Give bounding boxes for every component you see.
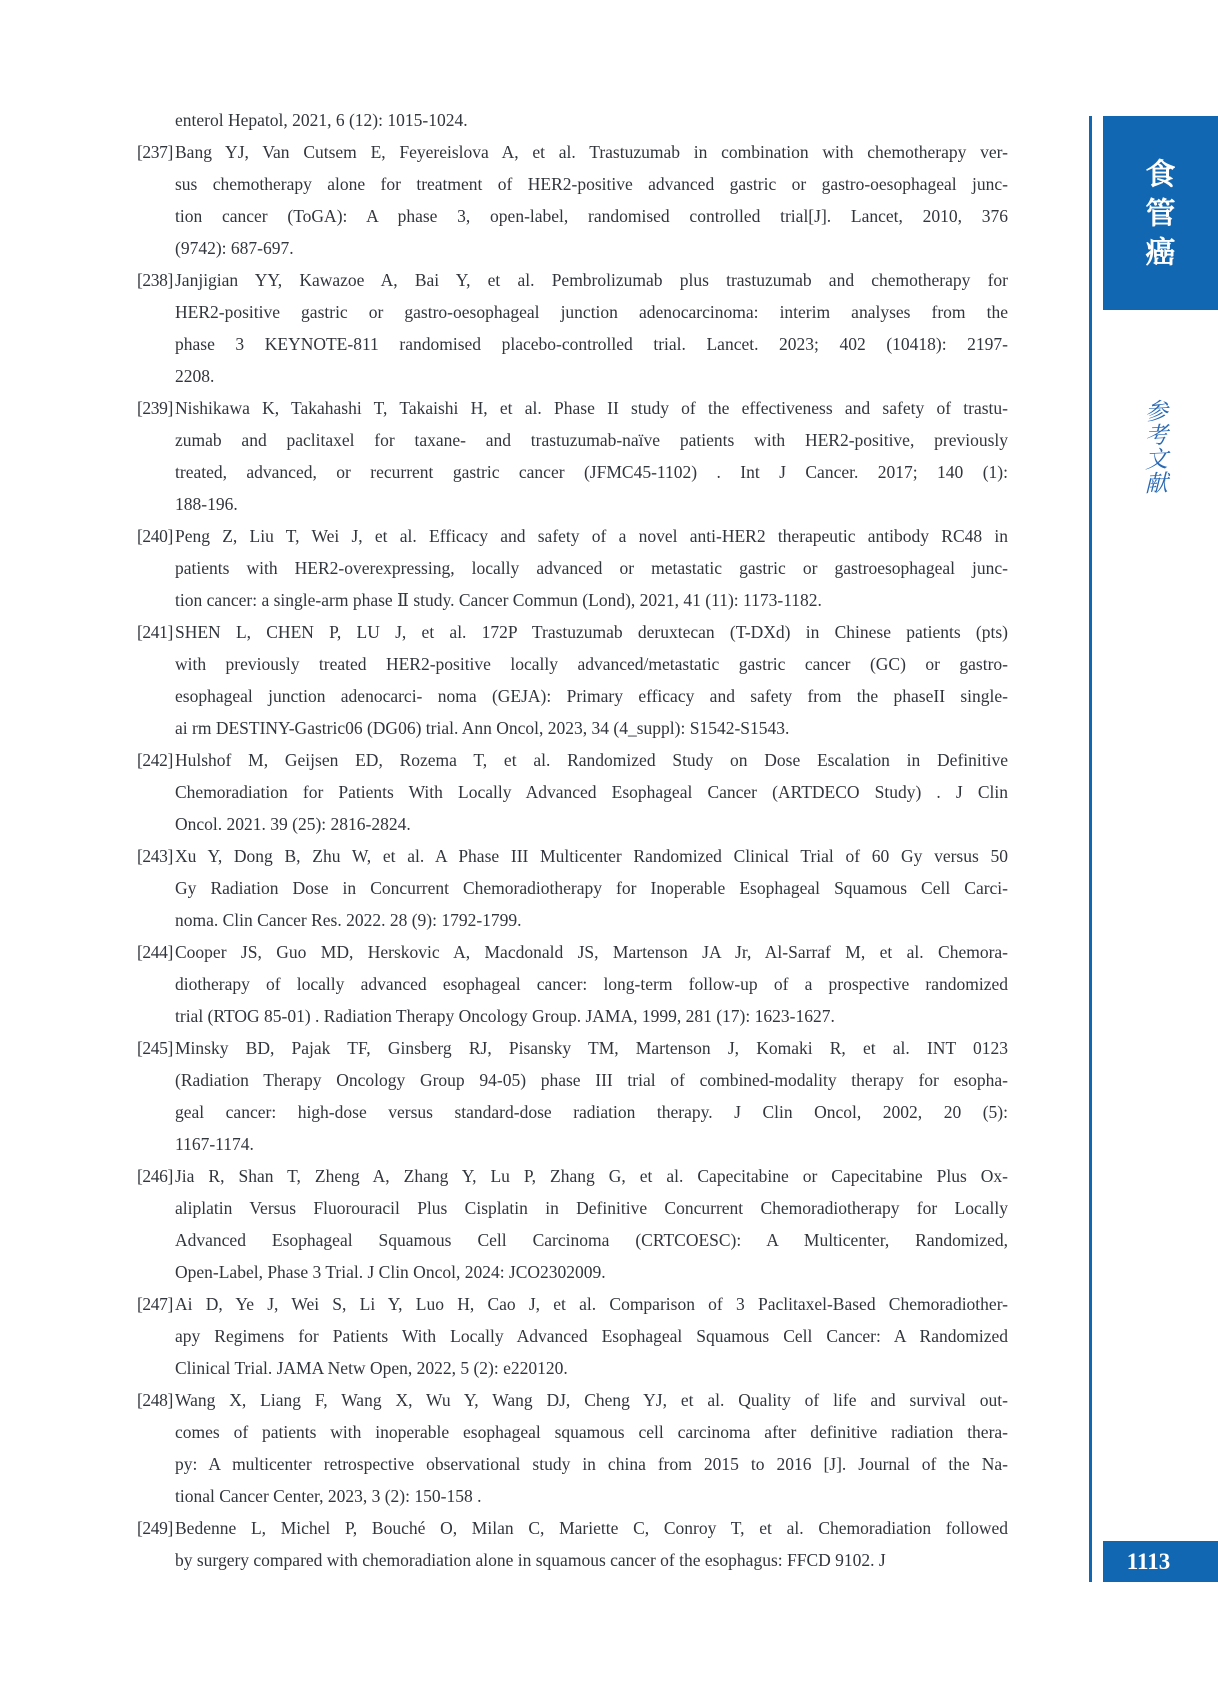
reference-line: 2208. (175, 366, 215, 386)
reference-line: 1167-1174. (175, 1134, 254, 1154)
section-label-references: 参考文献 (1141, 398, 1167, 496)
reference-line (137, 520, 1008, 552)
reference-line: comes of patients with inoperable esophageal squamous cell carcinoma after definitive radiation thera- (175, 1422, 1008, 1442)
reference-line: geal cancer: high-dose versus standard-dose radiation therapy. J Clin Oncol, 2002, 20 (5): (175, 1102, 1008, 1122)
page-number: 1113 (1126, 1548, 1171, 1574)
reference-line: Advanced Esophageal Squamous Cell Carcinoma (CRTCOESC): A Multicenter, Randomized, (175, 1230, 1008, 1250)
reference-text: Jia R, Shan T, Zheng A, Zhang Y, Lu P, Zhang G, et al. Capecitabine or Capecitabine Plus Ox- (175, 1166, 1008, 1186)
reference-line (137, 1160, 1008, 1192)
reference-line: Oncol. 2021. 39 (25): 2816-2824. (175, 814, 411, 834)
reference-line: ai rm DESTINY-Gastric06 (DG06) trial. Ann Oncol, 2023, 34 (4_suppl): S1542-S1543. (175, 718, 790, 738)
reference-number: [243] (137, 846, 173, 866)
reference-line (137, 1288, 1008, 1320)
reference-line: by surgery compared with chemoradiation alone in squamous cancer of the esophagus: FFCD 9102. J (175, 1550, 886, 1570)
reference-line (137, 936, 1008, 968)
reference-text: Nishikawa K, Takahashi T, Takaishi H, et al. Phase II study of the effectiveness and safety of trastu- (175, 398, 1008, 418)
reference-line: zumab and paclitaxel for taxane- and trastuzumab-naïve patients with HER2-positive, previously (175, 430, 1008, 450)
reference-number: [245] (137, 1038, 173, 1058)
reference-number: [247] (137, 1294, 173, 1314)
reference-line: Clinical Trial. JAMA Netw Open, 2022, 5 (2): e220120. (175, 1358, 568, 1378)
chapter-tab-label: 食管癌 (1139, 158, 1175, 275)
reference-line: py: A multicenter retrospective observational study in china from 2015 to 2016 [J]. Journal of the Na- (175, 1454, 1008, 1474)
reference-line: 188-196. (175, 494, 238, 514)
reference-line (137, 616, 1008, 648)
reference-text: Hulshof M, Geijsen ED, Rozema T, et al. Randomized Study on Dose Escalation in Definitive (175, 750, 1008, 770)
reference-line: tion cancer: a single-arm phase Ⅱ study. Cancer Commun (Lond), 2021, 41 (11): 1173-1182. (175, 590, 822, 610)
reference-line (137, 1032, 1008, 1064)
reference-text: Janjigian YY, Kawazoe A, Bai Y, et al. Pembrolizumab plus trastuzumab and chemotherapy for (175, 270, 1008, 290)
reference-line: noma. Clin Cancer Res. 2022. 28 (9): 1792-1799. (175, 910, 522, 930)
reference-line: patients with HER2-overexpressing, locally advanced or metastatic gastric or gastroesophageal junc- (175, 558, 1008, 578)
reference-line: aliplatin Versus Fluorouracil Plus Cisplatin in Definitive Concurrent Chemoradiotherapy for Locally (175, 1198, 1008, 1218)
references-list (137, 104, 1008, 1576)
reference-text: Wang X, Liang F, Wang X, Wu Y, Wang DJ, Cheng YJ, et al. Quality of life and survival out- (175, 1390, 1008, 1410)
reference-line: treated, advanced, or recurrent gastric cancer (JFMC45-1102) . Int J Cancer. 2017; 140 (1): (175, 462, 1008, 482)
reference-line (137, 840, 1008, 872)
reference-line (137, 136, 1008, 168)
reference-line: diotherapy of locally advanced esophageal cancer: long-term follow-up of a prospective randomized (175, 974, 1008, 994)
reference-line: sus chemotherapy alone for treatment of HER2-positive advanced gastric or gastro-oesophageal junc- (175, 174, 1008, 194)
reference-text: Bedenne L, Michel P, Bouché O, Milan C, Mariette C, Conroy T, et al. Chemoradiation followed (175, 1518, 1008, 1538)
reference-number: [248] (137, 1390, 173, 1410)
reference-line: (9742): 687-697. (175, 238, 294, 258)
reference-line: phase 3 KEYNOTE-811 randomised placebo-controlled trial. Lancet. 2023; 402 (10418): 2197- (175, 334, 1008, 354)
reference-line: HER2-positive gastric or gastro-oesophageal junction adenocarcinoma: interim analyses from the (175, 302, 1008, 322)
reference-line (137, 264, 1008, 296)
reference-line: Gy Radiation Dose in Concurrent Chemoradiotherapy for Inoperable Esophageal Squamous Cell Carci- (175, 878, 1008, 898)
reference-text: Cooper JS, Guo MD, Herskovic A, Macdonald JS, Martenson JA Jr, Al-Sarraf M, et al. Chemora- (175, 942, 1008, 962)
reference-number: [244] (137, 942, 173, 962)
chapter-tab-esophageal-cancer (1103, 116, 1218, 310)
reference-line: trial (RTOG 85-01) . Radiation Therapy Oncology Group. JAMA, 1999, 281 (17): 1623-1627. (175, 1006, 835, 1026)
reference-line: with previously treated HER2-positive locally advanced/metastatic gastric cancer (GC) or gastro- (175, 654, 1008, 674)
reference-line: (Radiation Therapy Oncology Group 94-05) phase III trial of combined-modality therapy for esopha- (175, 1070, 1008, 1090)
reference-line: Open-Label, Phase 3 Trial. J Clin Oncol, 2024: JCO2302009. (175, 1262, 606, 1282)
reference-text: Peng Z, Liu T, Wei J, et al. Efficacy and safety of a novel anti-HER2 therapeutic antibody RC48 in (175, 526, 1008, 546)
reference-continuation-line: enterol Hepatol, 2021, 6 (12): 1015-1024. (175, 110, 468, 130)
reference-number: [237] (137, 142, 173, 162)
reference-text: Xu Y, Dong B, Zhu W, et al. A Phase III Multicenter Randomized Clinical Trial of 60 Gy versus 50 (175, 846, 1008, 866)
reference-number: [238] (137, 270, 173, 290)
reference-line: esophageal junction adenocarci- noma (GEJA): Primary efficacy and safety from the phaseII single- (175, 686, 1008, 706)
reference-line (137, 1384, 1008, 1416)
reference-line (137, 744, 1008, 776)
reference-line: tional Cancer Center, 2023, 3 (2): 150-158 . (175, 1486, 482, 1506)
reference-line (137, 1512, 1008, 1544)
reference-line (137, 392, 1008, 424)
reference-line: Chemoradiation for Patients With Locally Advanced Esophageal Cancer (ARTDECO Study) . J Clin (175, 782, 1008, 802)
reference-text: SHEN L, CHEN P, LU J, et al. 172P Trastuzumab deruxtecan (T-DXd) in Chinese patients (pts) (175, 622, 1008, 642)
reference-number: [239] (137, 398, 173, 418)
reference-line: tion cancer (ToGA): A phase 3, open-label, randomised controlled trial[J]. Lancet, 2010, 376 (175, 206, 1008, 226)
reference-text: Minsky BD, Pajak TF, Ginsberg RJ, Pisansky TM, Martenson J, Komaki R, et al. INT 0123 (175, 1038, 1008, 1058)
page-number-badge (1103, 1541, 1218, 1582)
reference-text: Bang YJ, Van Cutsem E, Feyereislova A, et al. Trastuzumab in combination with chemotherapy ver- (175, 142, 1008, 162)
reference-line: apy Regimens for Patients With Locally Advanced Esophageal Squamous Cell Cancer: A Randomized (175, 1326, 1008, 1346)
reference-number: [249] (137, 1518, 173, 1538)
reference-number: [242] (137, 750, 173, 770)
reference-text: Ai D, Ye J, Wei S, Li Y, Luo H, Cao J, et al. Comparison of 3 Paclitaxel-Based Chemoradiother- (175, 1294, 1008, 1314)
reference-number: [240] (137, 526, 173, 546)
sidebar-divider (1089, 116, 1092, 1582)
reference-number: [241] (137, 622, 173, 642)
reference-number: [246] (137, 1166, 173, 1186)
